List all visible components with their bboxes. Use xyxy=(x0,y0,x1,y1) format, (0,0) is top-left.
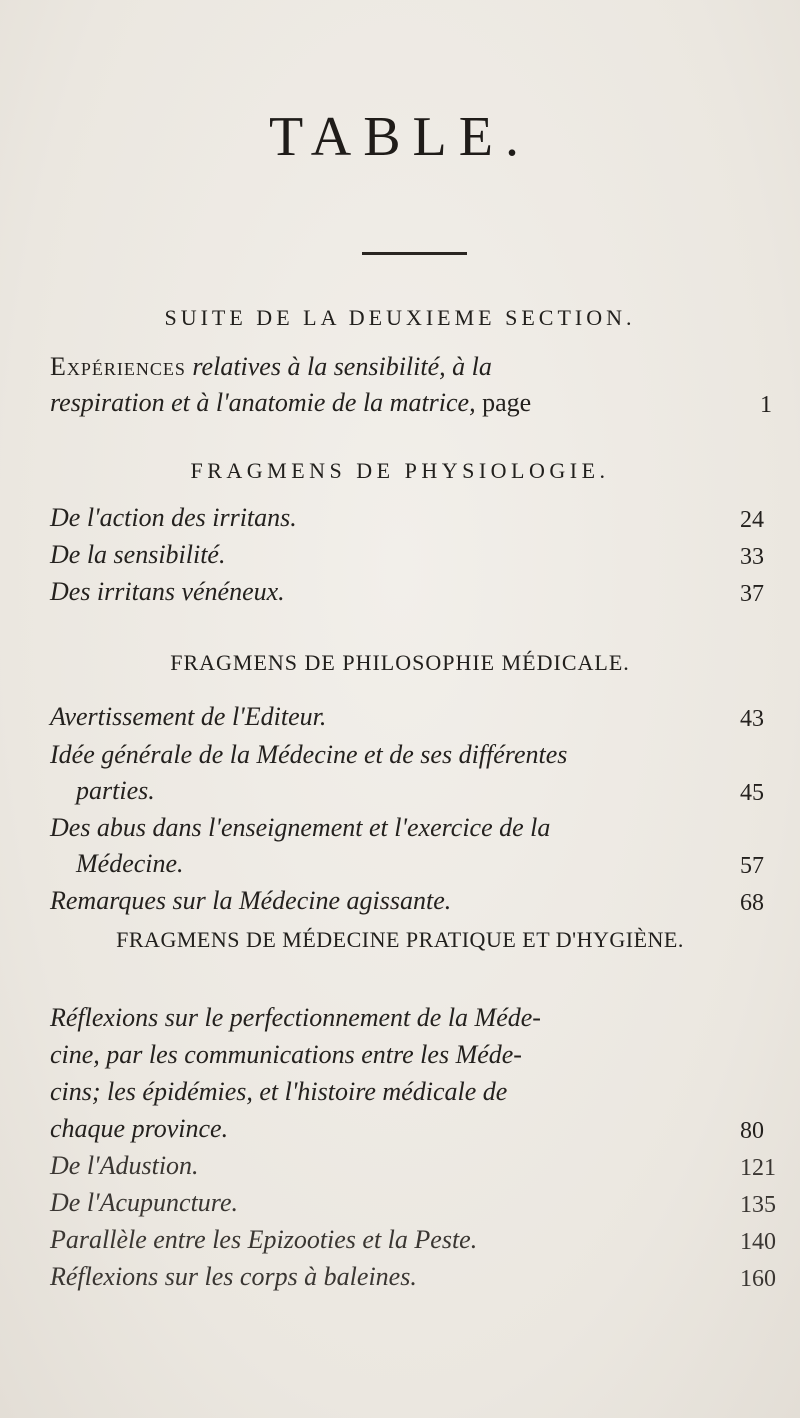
page-number: 135 xyxy=(740,1192,776,1218)
page-number: 80 xyxy=(740,1118,764,1144)
toc-entry: Parallèle entre les Epizooties et la Peste. xyxy=(50,1225,478,1254)
toc-entry-experiences-line2 xyxy=(50,388,531,418)
page-number: 24 xyxy=(740,507,764,533)
toc-entry-lead: Expériences xyxy=(50,352,186,381)
page-number: 160 xyxy=(740,1266,776,1292)
toc-entry-continuation: Médecine. xyxy=(76,849,184,878)
toc-entry: Des abus dans l'enseignement et l'exercice de la xyxy=(50,813,551,842)
page-number: 33 xyxy=(740,544,764,570)
toc-entry-continuation: cins; les épidémies, et l'histoire médicale de xyxy=(50,1077,508,1106)
section-heading-medecine-pratique: FRAGMENS DE MÉDECINE PRATIQUE ET D'HYGIÈNE. xyxy=(116,927,684,952)
toc-entry-text: respiration et à l'anatomie de la matrice, xyxy=(50,388,476,417)
toc-entry: De l'Adustion. xyxy=(50,1151,199,1180)
page-number: 68 xyxy=(740,890,764,916)
page-number: 121 xyxy=(740,1155,776,1181)
toc-entry: De la sensibilité. xyxy=(50,540,226,569)
page-number: 1 xyxy=(760,392,772,418)
section-heading-suite: SUITE DE LA DEUXIEME SECTION. xyxy=(164,305,636,330)
toc-entry: Réflexions sur le perfectionnement de la Méde- xyxy=(50,1003,541,1032)
section-heading-physiologie: FRAGMENS DE PHYSIOLOGIE. xyxy=(190,458,610,483)
toc-entry: Idée générale de la Médecine et de ses différentes xyxy=(50,740,568,769)
toc-entry: De l'Acupuncture. xyxy=(50,1188,238,1217)
toc-entry-continuation: parties. xyxy=(76,776,155,805)
toc-entry-continuation: cine, par les communications entre les Méde- xyxy=(50,1040,522,1069)
page-title: TABLE. xyxy=(269,106,531,168)
toc-entry: Réflexions sur les corps à baleines. xyxy=(50,1262,417,1291)
toc-entry: De l'action des irritans. xyxy=(50,503,297,532)
toc-entry-continuation: chaque province. xyxy=(50,1114,229,1143)
page-number: 37 xyxy=(740,581,764,607)
page-number: 43 xyxy=(740,706,764,732)
toc-entry-experiences-line1 xyxy=(50,352,492,382)
toc-entry: Avertissement de l'Editeur. xyxy=(50,702,327,731)
toc-entry: Remarques sur la Médecine agissante. xyxy=(50,886,452,915)
title-rule xyxy=(362,252,467,255)
toc-entry-text: relatives à la sensibilité, à la xyxy=(192,352,492,381)
page-number: 140 xyxy=(740,1229,776,1255)
toc-entry: Des irritans vénéneux. xyxy=(50,577,285,606)
page-number: 45 xyxy=(740,780,764,806)
page-number: 57 xyxy=(740,853,764,879)
section-heading-philosophie: FRAGMENS DE PHILOSOPHIE MÉDICALE. xyxy=(170,650,630,675)
page-word: page xyxy=(482,388,532,417)
